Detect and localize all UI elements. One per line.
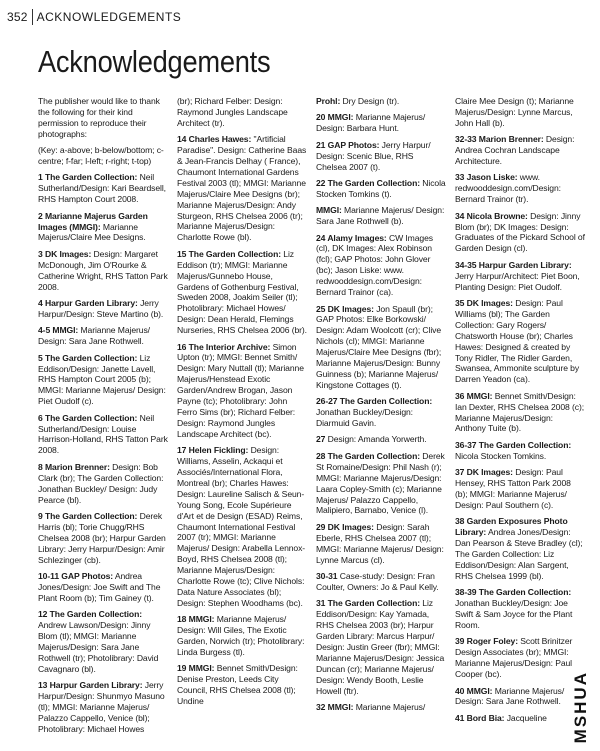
- credit-entry: [455, 636, 585, 680]
- credit-entry: [316, 304, 446, 391]
- credit-entry: [316, 96, 446, 107]
- credit-detail: Dry Design (tr).: [340, 96, 400, 106]
- credit-source: 38-39 The Garden Collection:: [455, 587, 572, 598]
- credit-entry: [455, 391, 585, 435]
- credit-entry: [177, 614, 307, 658]
- credit-source: 25 DK Images:: [316, 303, 374, 314]
- credit-detail: Marianne Majerus/ Design: Sara Jane Rothwell.: [455, 685, 565, 707]
- credit-detail: Marianne Majerus/Claire Mee Designs.: [38, 221, 146, 243]
- credit-detail: Jerry Harpur/Architect: Piet Boon, Planting Design: Piet Oudolf.: [455, 270, 580, 292]
- credit-detail: Jonathan Buckley/Design: Joe Swift & Sam Joyce for the Plant Room.: [455, 598, 573, 630]
- credit-source: 6 The Garden Collection:: [38, 412, 138, 423]
- credit-detail: Design: Jinny Blom (br); DK Images: Design: Graduates of the Pickard School of Garden Design (cl).: [455, 210, 585, 254]
- column-3: [316, 96, 446, 741]
- credit-detail: Design: Amanda Yorwerth.: [325, 434, 427, 445]
- credit-detail: Design: Bob Clark (br); The Garden Collection: Jonathan Buckley/ Design: Judy Pearce (bl).: [38, 461, 164, 505]
- credit-detail: Marianne Majerus/ Design: Sara Jane Rothwell.: [38, 325, 150, 347]
- credit-source: 12 The Garden Collection:: [38, 609, 142, 620]
- credit-detail: Liz Eddison (tr); MMGI: Marianne Majerus/Gunnebo House, Gardens of Gothenburg Festival, Sweden 2008, Joakim Seiler (tl); Photolibrary: Michael Howes/ Design: Dean Herald, Flemings Nurseries, RHS Chelsea 2006 (br).: [177, 248, 307, 336]
- credit-entry: [455, 96, 585, 129]
- credit-source: 16 The Interior Archive:: [177, 341, 271, 352]
- credit-entry: [177, 663, 307, 707]
- credit-source: MMGI:: [316, 205, 342, 216]
- credit-detail: Nicola Stocken Tomkins.: [455, 450, 547, 461]
- section-title: ACKNOWLEDGEMENTS: [36, 10, 182, 24]
- credit-source: 9 The Garden Collection:: [38, 510, 138, 521]
- credit-source: 13 Harpur Garden Library:: [38, 680, 143, 691]
- credit-source: 10-11 GAP Photos:: [38, 570, 114, 581]
- credit-source: 8 Marion Brenner:: [38, 461, 110, 472]
- credit-source: 17 Helen Fickling:: [177, 445, 249, 456]
- credit-entry: [38, 571, 168, 604]
- credit-source: 34-35 Harpur Garden Library:: [455, 259, 572, 270]
- credit-source: 36-37 The Garden Collection:: [455, 439, 572, 450]
- credit-detail: Derek St Romaine/Design: Phil Nash (r); MMGI: Marianne Majerus/Design: Laara Copley-Smith (c); Marianne Majerus/ Palazzo Cappello, Malipiero, Barnabo, Venice (l).: [316, 450, 445, 516]
- credit-detail: Jonathan Buckley/Design: Diarmuid Gavin.: [316, 407, 413, 429]
- column-4: [455, 96, 585, 741]
- credit-detail: Liz Eddison/Design: Kay Yamada, RHS Chelsea 2003 (br); Harpur Garden Library: Marcus Harpur/ Design: Justin Greer (fbr); MMGI: Marianne Majerus/Design: Jessica Duncan (cr); Marianne Majerus/ Design: Wendy Booth, Leslie Howell (ftr).: [316, 598, 445, 696]
- credit-source: 26-27 The Garden Collection:: [316, 396, 433, 407]
- credit-detail: Derek Harris (bl); Torie Chugg/RHS Chelsea 2008 (br); Harpur Garden Library: Jerry Harpur/Design: Amir Schlezinger (cb).: [38, 510, 166, 565]
- credit-entry: [316, 451, 446, 516]
- credit-detail: Design: Sarah Eberle, RHS Chelsea 2007 (tl); MMGI: Marianne Majerus/ Design: Lynne Marcus (cl).: [316, 521, 444, 565]
- credit-detail: Bennet Smith/Design: Denise Preston, Leeds City Council, RHS Chelsea 2008 (tl); Undine: [177, 663, 298, 707]
- credit-detail: "Artificial Paradise". Design: Catherine Baas & Jean-Francis Delhay ( France), Chaumont International Gardens Festival 2003 (tl); MMGI: Marianne Majerus/Claire Mee Designs (br); Marianne Majerus/Design: Andy Sturgeon, RHS Chelsea 2006 (tr); Marianne Majerus/Design: Charlotte Rowe (bl).: [177, 134, 307, 243]
- credit-entry: [177, 134, 307, 243]
- credit-entry: [38, 249, 168, 293]
- credit-entry: [177, 249, 307, 336]
- credit-entry: [177, 96, 307, 129]
- credit-source: 31 The Garden Collection:: [316, 598, 420, 609]
- credit-entry: [455, 172, 585, 205]
- credit-entry: [316, 598, 446, 696]
- credit-detail: CW Images (cl), DK Images: Alex Robinson (fcl); GAP Photos: John Glover (bc); Jason Liske: www. redwooddesign.com/Design: Bernard Trainor (ca).: [316, 232, 433, 298]
- credit-detail: Marianne Majerus/: [353, 701, 426, 712]
- credit-entry: [316, 178, 446, 200]
- credit-detail: Design: Margaret McDonough, Jim O'Rourke & Catherine Wright, RHS Tatton Park 2008.: [38, 248, 168, 292]
- credit-entry: [455, 440, 585, 462]
- credit-source: 34 Nicola Browne:: [455, 210, 528, 221]
- column-entries: [316, 96, 446, 713]
- credit-entry: [316, 233, 446, 298]
- credit-detail: Design: Paul Hensey, RHS Tatton Park 2008 (b); MMGI: Marianne Majerus/ Design: Paul Southern (c).: [455, 467, 571, 510]
- credit-entry: [316, 702, 446, 713]
- credit-source: 4 Harpur Garden Library:: [38, 298, 138, 308]
- credit-source: 33 Jason Liske:: [455, 172, 518, 183]
- credit-entry: [38, 211, 168, 244]
- credit-source: Prohl:: [316, 96, 341, 106]
- credit-entry: [38, 325, 168, 347]
- credit-source: 38 Garden Exposures Photo Library:: [455, 516, 568, 538]
- credit-detail: Scott Brinitzer Design Associates (br); MMGI: Marianne Majerus/Design: Paul Cooper (bc).: [455, 636, 573, 680]
- credit-detail: Jacqueline: [504, 712, 547, 723]
- credit-source: 39 Roger Foley:: [455, 636, 518, 647]
- credit-entry: [316, 396, 446, 429]
- credit-entry: [455, 587, 585, 631]
- credit-entry: [316, 434, 446, 445]
- credit-detail: Design: Paul Williams (bl); The Garden Collection: Gary Rogers/ Chatsworth House (br); Charles Hawes: Designed & created by Tony Ridler, The Ridler Garden, Swansea, Ammonite sculpture by Darren Yeadon (ca).: [455, 298, 580, 385]
- credit-entry: [177, 342, 307, 440]
- header-divider: [32, 9, 33, 25]
- watermark-logo: MSHUA: [571, 670, 590, 743]
- credit-detail: Marianne Majerus/ Design: Will Giles, The Exotic Garden, Norwich (tr); Photolibrary: Linda Burgess (tl).: [177, 614, 305, 657]
- credit-entry: [455, 686, 585, 708]
- credit-entry: [38, 680, 168, 735]
- credit-entry: [455, 260, 585, 293]
- credit-entry: [177, 445, 307, 609]
- page-title: Acknowledgements: [38, 44, 271, 79]
- credit-detail: Design: Williams, Asselin, Ackaqui et Associés/International Flora, Montreal (br); Charles Hawes: Design: Laureline Salisch & Seun-Young Song, Ecole Supérieure d'Art et de Design (ESAD) Reims, Chaumont International Festival 2007 (tr); MMGI: Marianne Majerus/ Design: Arabella Lennox-Boyd, RHS Chelsea 2008 (tl); Marianne Majerus/Design: Charlotte Rowe (tc); Clive Nichols: Data Nature Associates (bl); Design: Stephen Woodhams (bc).: [177, 445, 306, 608]
- credit-entry: [38, 353, 168, 408]
- column-entries: [177, 96, 307, 707]
- intro-text: The publisher would like to thank the following for their kind permission to reproduce their photographs:: [38, 96, 160, 139]
- credit-source: 19 MMGI:: [177, 663, 215, 674]
- credit-entry: [38, 462, 168, 506]
- credit-source: 41 Bord Bia:: [455, 712, 505, 723]
- credit-detail: Design: Andrea Cochran Landscape Architecture.: [455, 134, 575, 167]
- credit-entry: [38, 298, 168, 320]
- credit-source: 32-33 Marion Brenner:: [455, 134, 544, 145]
- credit-source: 15 The Garden Collection:: [177, 248, 281, 259]
- credit-detail: www. redwooddesign.com/Design: Bernard Trainor (tr).: [455, 172, 561, 205]
- credit-source: 20 MMGI:: [316, 112, 354, 123]
- column-entries: [38, 172, 168, 734]
- credit-detail: Bennet Smith/Design: Ian Dexter, RHS Chelsea 2008 (c); Marianne Majerus/Design: Anthony Tuite (b).: [455, 390, 585, 434]
- credit-entry: [38, 609, 168, 674]
- credit-source: 37 DK Images:: [455, 467, 513, 478]
- credit-entry: [316, 522, 446, 566]
- credit-source: 35 DK Images:: [455, 298, 513, 308]
- credit-detail: Jon Spaull (br); GAP Photos: Elke Borkowski/ Design: Adam Woolcott (cr); Clive Nichols (cl); MMGI: Marianne Majerus/Claire Mee Designs (fbr); Marianne Majerus/Design: Bunny Guinness (b); Marianne Majerus/ Kingstone Cottages (t).: [316, 303, 442, 390]
- credit-detail: Jerry Harpur/ Design: Scenic Blue, RHS Chelsea 2007 (t).: [316, 139, 431, 172]
- credit-detail: Liz Eddison/Design: Janette Lavell, RHS Hampton Court 2005 (b); MMGI: Marianne Majerus/ Design: Piet Oudolf (c).: [38, 352, 166, 407]
- credit-source: 40 MMGI:: [455, 685, 493, 696]
- credit-source: 1 The Garden Collection:: [38, 172, 138, 183]
- running-header: [7, 6, 181, 28]
- credit-entry: [38, 413, 168, 457]
- credit-detail: Neil Sutherland/Design: Kari Beardsell, RHS Hampton Court 2008.: [38, 172, 166, 205]
- credit-detail: Jerry Harpur/Design: Shunmyo Masuno (tl); MMGI: Marianne Majerus/ Palazzo Cappello, Venice (bl); Photolibrary: Michael Howes: [38, 680, 165, 734]
- credit-detail: Simon Upton (tr); MMGI: Bennet Smith/ Design: Mary Nuttall (tl); Marianne Majerus/Henstead Exotic Garden/Andrew Brogan, Jason Payne (tc); Photolibrary: John Ferro Sims (br); Richard Felber: Design: Raymond Jungles Landscape Architect (bc).: [177, 341, 304, 439]
- credit-source: 4-5 MMGI:: [38, 325, 79, 336]
- credit-source: 24 Alamy Images:: [316, 232, 387, 243]
- intro-key: (Key: a-above; b-below/bottom; c-centre; f-far; l-left; r-right; t-top): [38, 145, 164, 167]
- credit-entry: [455, 134, 585, 167]
- credit-detail: Andrew Lawson/Design: Jinny Blom (tl); MMGI: Marianne Majerus/Design: Sara Jane Rothwell (tr); Photolibrary: David Cavagnaro (bl).: [38, 620, 159, 674]
- credit-source: 28 The Garden Collection:: [316, 450, 420, 461]
- credit-source: 27: [316, 434, 326, 445]
- column-2: [177, 96, 307, 741]
- credit-detail: Andrea Jones/Design: Dan Pearson & Steve Bradley (cl); The Garden Collection: Liz Eddison/Design: Alan Sargent, RHS Chelsea 1999 (bl).: [455, 527, 583, 581]
- credit-detail: Andrea Jones/Design: Joe Swift and The Plant Room (b); Tim Gainey (t).: [38, 570, 161, 603]
- credit-detail: Claire Mee Design (t); Marianne Majerus/Design: Lynne Marcus, John Hall (b).: [455, 96, 574, 128]
- credit-entry: [38, 172, 168, 205]
- credit-source: 30-31: [316, 570, 338, 581]
- credit-entry: [455, 211, 585, 255]
- credit-detail: Nicola Stocken Tomkins (t).: [316, 177, 446, 199]
- credit-source: 32 MMGI:: [316, 701, 354, 712]
- credit-entry: [316, 112, 446, 134]
- credit-detail: Marianne Majerus/ Design: Barbara Hunt.: [316, 112, 426, 134]
- credit-source: 14 Charles Hawes:: [177, 134, 252, 145]
- credit-detail: Marianne Majerus/ Design: Sara Jane Rothwell (b).: [316, 205, 445, 227]
- credit-entry: [455, 516, 585, 581]
- credit-source: 36 MMGI:: [455, 390, 493, 401]
- column-entries: [455, 96, 585, 724]
- credit-entry: [455, 298, 585, 385]
- credit-entry: [316, 140, 446, 173]
- credit-source: 22 The Garden Collection:: [316, 177, 420, 188]
- credit-entry: [455, 713, 585, 724]
- credit-detail: Neil Sutherland/Design: Louise Harrison-Holland, RHS Tatton Park 2008.: [38, 412, 168, 456]
- page-number: 352: [7, 10, 28, 24]
- credit-source: 21 GAP Photos:: [316, 139, 380, 150]
- credit-detail: Case-study: Design: Fran Coulter, Owners: Jo & Paul Kelly.: [316, 570, 439, 592]
- credit-source: 29 DK Images:: [316, 521, 374, 532]
- credit-entry: [38, 511, 168, 566]
- credit-entry: [455, 467, 585, 511]
- credit-source: 2 Marianne Majerus Garden Images (MMGI):: [38, 210, 148, 232]
- column-1: [38, 96, 168, 741]
- credit-entry: [316, 205, 446, 227]
- credit-source: 5 The Garden Collection:: [38, 352, 138, 363]
- credit-detail: Jerry Harpur/Design: Steve Martino (b).: [38, 298, 164, 319]
- credit-source: 3 DK Images:: [38, 248, 92, 259]
- credit-source: 18 MMGI:: [177, 614, 215, 625]
- credit-entry: [316, 571, 446, 593]
- acknowledgement-columns: [38, 96, 586, 741]
- credit-detail: (br); Richard Felber: Design: Raymond Jungles Landscape Architect (tr).: [177, 96, 288, 128]
